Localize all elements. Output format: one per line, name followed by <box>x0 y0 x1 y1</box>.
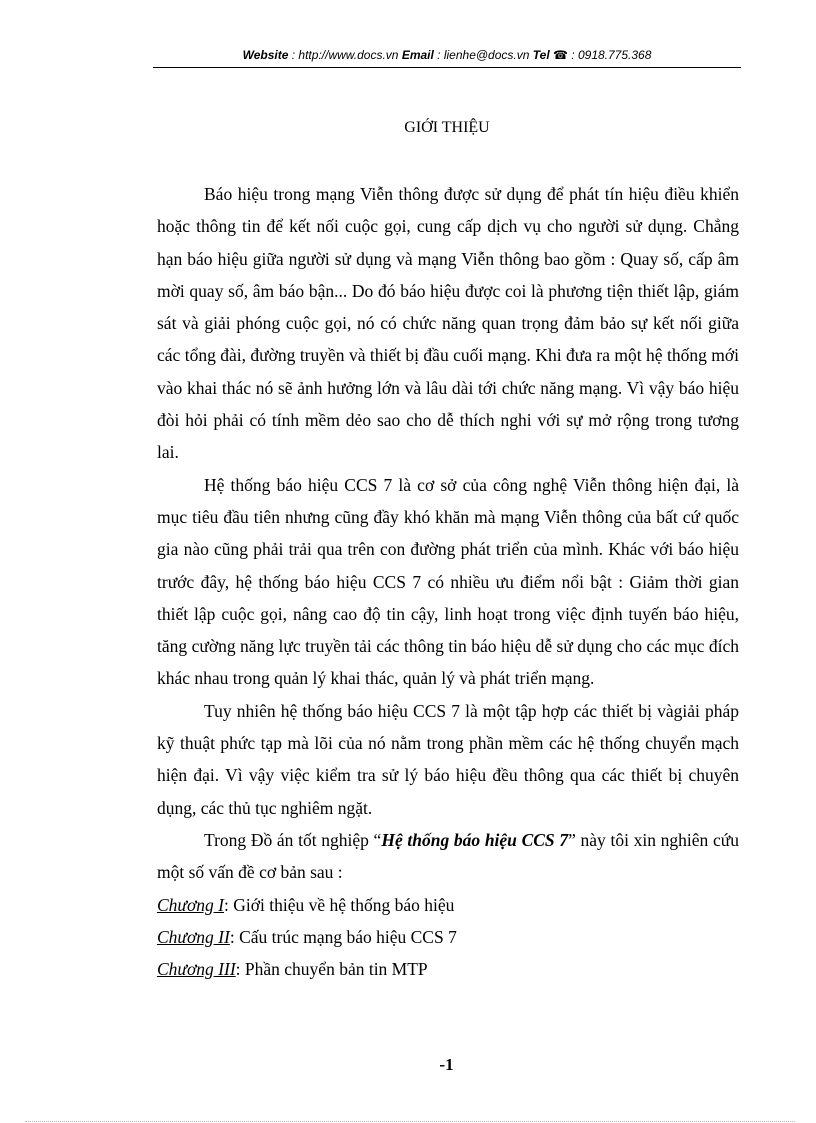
phone-icon: ☎ <box>553 48 568 62</box>
email-label: Email <box>401 48 434 62</box>
document-body <box>157 178 739 985</box>
footer-divider <box>25 1121 795 1122</box>
chapter-item <box>157 953 739 985</box>
chapter-label: Chương III <box>157 959 236 980</box>
website-label: Website <box>242 48 289 62</box>
email-link[interactable]: lienhe@docs.vn <box>443 48 530 62</box>
website-sep: : <box>288 48 299 62</box>
page-title: GIỚI THIỆU <box>404 119 490 136</box>
paragraph-3: Tuy nhiên hệ thống báo hiệu CCS 7 là một tập hợp các thiết bị vàgiải pháp kỹ thuật phức tạp mà lõi của nó nằm trong phần mềm các hệ thống chuyển mạch hiện đại. Vì vậy việc kiểm tra sử lý báo hiệu đều thông qua các thiết bị chuyên dụng, các thủ tục nghiêm ngặt. <box>157 700 739 818</box>
thesis-title: Hệ thống báo hiệu CCS 7 <box>381 829 569 850</box>
chapter-title: : Cấu trúc mạng báo hiệu CCS 7 <box>229 926 457 947</box>
page-number: -1 <box>439 1055 454 1074</box>
chapter-title: : Giới thiệu về hệ thống báo hiệu <box>224 894 455 915</box>
email-sep: : <box>433 48 444 62</box>
chapter-item <box>157 889 739 921</box>
chapter-label: Chương II <box>157 926 230 947</box>
chapter-label: Chương I <box>157 894 225 915</box>
tel-label: Tel <box>532 48 550 62</box>
tel-value: : 0918.775.368 <box>567 48 652 62</box>
chapter-item <box>157 921 739 953</box>
paragraph-4-lead: Trong Đồ án tốt nghiệp “ <box>204 829 382 850</box>
paragraph-4-tail: ” này tôi xin nghiên cứu một số vấn đề cơ bản sau : <box>157 829 739 883</box>
page-header <box>153 48 741 62</box>
website-link[interactable]: http://www.docs.vn <box>298 48 399 62</box>
paragraph-1: Báo hiệu trong mạng Viễn thông được sử dụng để phát tín hiệu điều khiển hoặc thông tin để kết nối cuộc gọi, cung cấp dịch vụ cho người sử dụng. Chẳng hạn báo hiệu giữa người sử dụng và mạng Viễn thông bao gồm : Quay số, cấp âm mời quay số, âm báo bận... Do đó báo hiệu được coi là phương tiện thiết lập, giám sát và giải phóng cuộc gọi, nó có chức năng quan trọng đảm bảo sự kết nối giữa các tổng đài, đường truyền và thiết bị đầu cuối mạng. Khi đưa ra một hệ thống mới vào khai thác nó sẽ ảnh hưởng lớn và lâu dài tới chức năng mạng. Vì vậy báo hiệu đòi hỏi phải có tính mềm dẻo sao cho dễ thích nghi với sự mở rộng trong tương lai. <box>157 184 739 463</box>
header-divider <box>153 67 741 68</box>
paragraph-4 <box>157 824 739 889</box>
paragraph-2: Hệ thống báo hiệu CCS 7 là cơ sở của công nghệ Viễn thông hiện đại, là mục tiêu đầu tiên nhưng cũng đầy khó khăn mà mạng Viễn thông của bất cứ quốc gia nào cũng phải trải qua trên con đường phát triển của mình. Khác với báo hiệu trước đây, hệ thống báo hiệu CCS 7 có nhiều ưu điểm nổi bật : Giảm thời gian thiết lập cuộc gọi, nâng cao độ tin cậy, linh hoạt trong việc định tuyến báo hiệu, tăng cường năng lực truyền tải các thông tin báo hiệu dễ sử dụng cho các mục đích khác nhau trong quản lý khai thác, quản lý và phát triển mạng. <box>157 474 739 689</box>
chapter-title: : Phần chuyển bản tin MTP <box>235 959 428 980</box>
